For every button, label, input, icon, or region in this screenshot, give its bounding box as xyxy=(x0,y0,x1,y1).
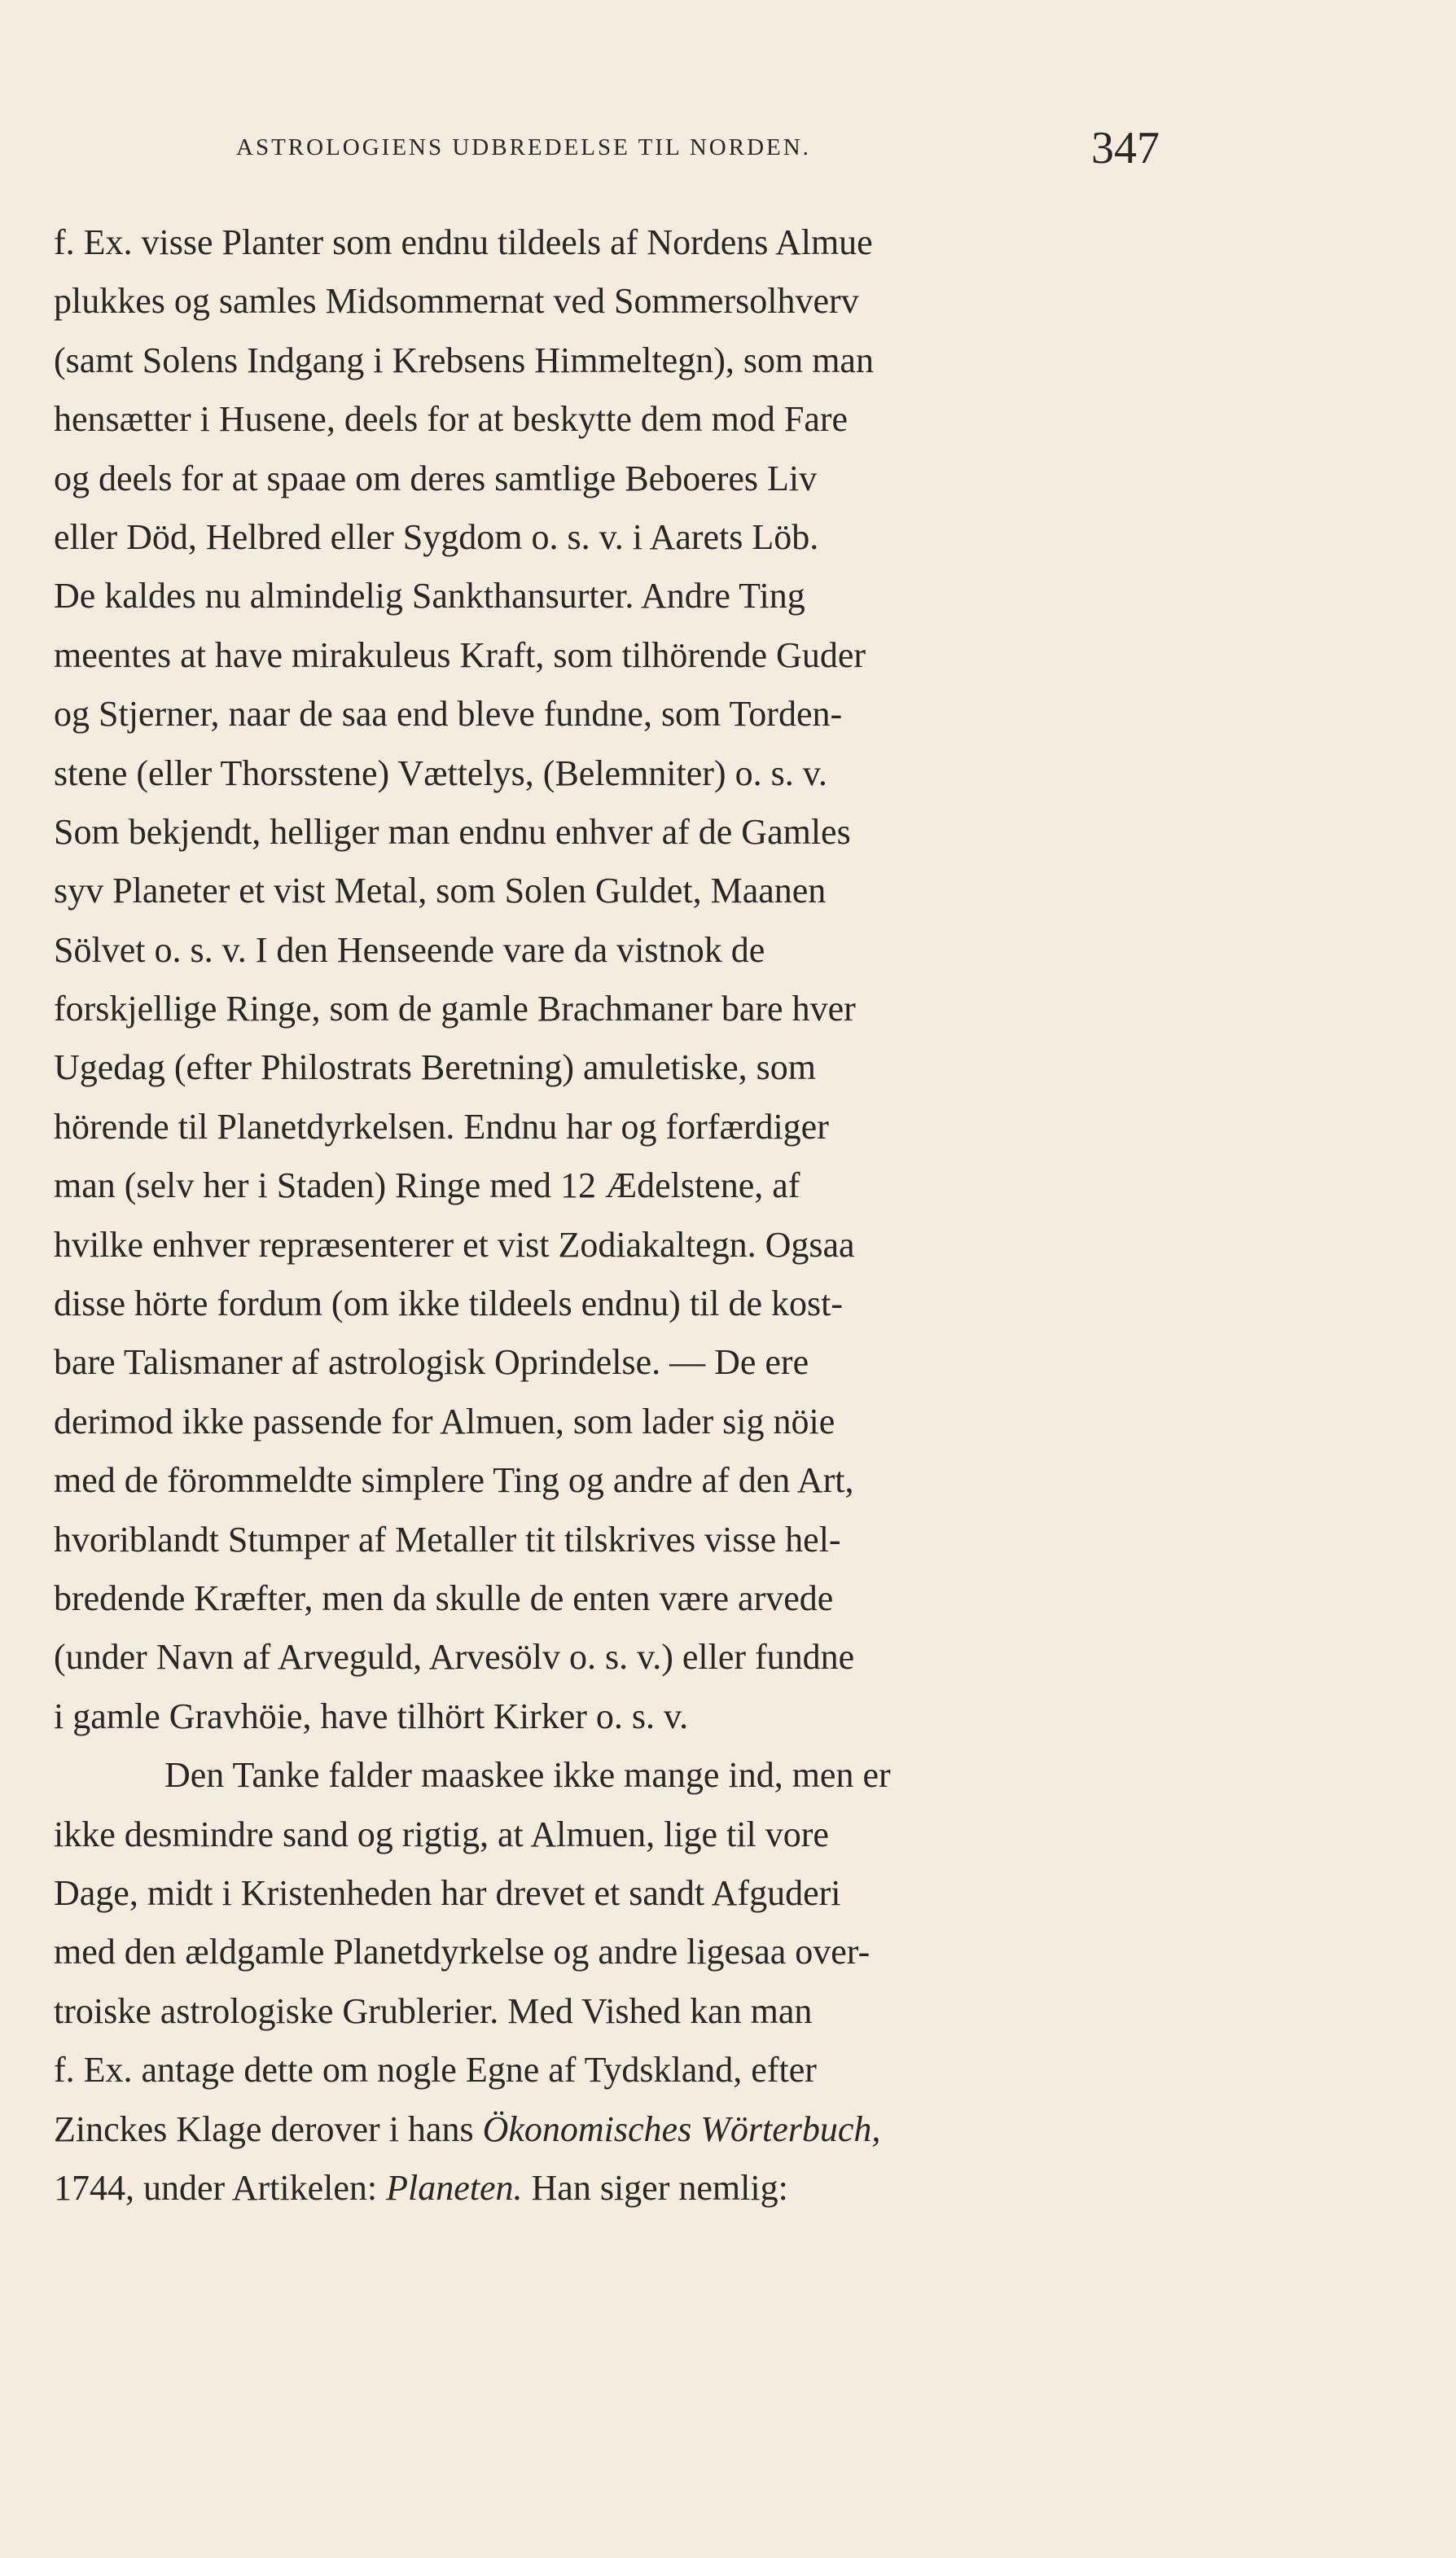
text-line: eller Död, Helbred eller Sygdom o. s. v. i Aarets Löb. xyxy=(54,516,819,557)
text-line: troiske astrologiske Grublerier. Med Vished kan man xyxy=(54,1990,813,2031)
text-line: bare Talismaner af astrologisk Oprindelse. — De ere xyxy=(54,1342,809,1383)
text-line: plukkes og samles Midsommernat ved Sommersolhverv xyxy=(54,281,859,322)
text-fragment: 1744, under Artikelen: xyxy=(54,2167,387,2208)
page-number: 347 xyxy=(1091,123,1160,173)
text-line: forskjellige Ringe, som de gamle Brachmaner bare hver xyxy=(54,989,856,1029)
text-line: ikke desmindre sand og rigtig, at Almuen, lige til vore xyxy=(54,1814,829,1854)
text-line: i gamle Gravhöie, have tilhört Kirker o. s. v. xyxy=(54,1696,689,1736)
text-line: Ugedag (efter Philostrats Beretning) amuletiske, som xyxy=(54,1047,816,1088)
text-line: med den ældgamle Planetdyrkelse og andre ligesaa over- xyxy=(54,1932,871,1972)
text-line-with-title xyxy=(54,2100,1194,2159)
text-line: derimod ikke passende for Almuen, som lader sig nöie xyxy=(54,1401,835,1441)
paragraph-start-line: Den Tanke falder maaskee ikke mange ind, men er xyxy=(164,1755,891,1796)
text-line: f. Ex. visse Planter som endnu tildeels af Nordens Almue xyxy=(54,222,873,262)
text-line: disse hörte fordum (om ikke tildeels endnu) til de kost- xyxy=(54,1283,844,1324)
text-line-with-article xyxy=(54,2159,1194,2218)
text-line: f. Ex. antage dette om nogle Egne af Tydskland, efter xyxy=(54,2050,817,2091)
text-line: syv Planeter et vist Metal, som Solen Guldet, Maanen xyxy=(54,871,827,911)
text-line: og deels for at spaae om deres samtlige Beboeres Liv xyxy=(54,458,818,498)
text-line: med de förommeldte simplere Ting og andre af den Art, xyxy=(54,1460,854,1501)
body-text xyxy=(54,213,1194,2218)
text-line: hörende til Planetdyrkelsen. Endnu har og forfærdiger xyxy=(54,1106,829,1147)
text-line: Som bekjendt, helliger man endnu enhver af de Gamles xyxy=(54,811,851,852)
text-line: og Stjerner, naar de saa end bleve fundne, som Torden- xyxy=(54,694,843,735)
text-line: hvilke enhver repræsenterer et vist Zodiakaltegn. Ogsaa xyxy=(54,1224,855,1265)
running-title: ASTROLOGIENS UDBREDELSE TIL NORDEN. xyxy=(236,134,811,160)
text-fragment: Han siger nemlig: xyxy=(522,2167,788,2208)
text-fragment: Zinckes Klage derover i hans xyxy=(54,2108,483,2149)
text-line: meentes at have mirakuleus Kraft, som tilhörende Guder xyxy=(54,634,866,675)
text-line: hensætter i Husene, deels for at beskytte dem mod Fare xyxy=(54,399,849,440)
text-line: Sölvet o. s. v. I den Henseende vare da vistnok de xyxy=(54,929,765,970)
article-name-italic: Planeten. xyxy=(386,2167,523,2208)
text-line: (samt Solens Indgang i Krebsens Himmeltegn), som man xyxy=(54,340,874,380)
text-line: De kaldes nu almindelig Sankthansurter. Andre Ting xyxy=(54,576,805,616)
text-line: Dage, midt i Kristenheden har drevet et sandt Afguderi xyxy=(54,1872,841,1913)
book-title-italic: Ökonomisches Wörterbuch, xyxy=(482,2108,881,2149)
text-line: stene (eller Thorsstene) Vættelys, (Belemniter) o. s. v. xyxy=(54,752,827,793)
text-line: hvoriblandt Stumper af Metaller tit tilskrives visse hel- xyxy=(54,1519,841,1560)
text-line: bredende Kræfter, men da skulle de enten være arvede xyxy=(54,1577,834,1618)
text-line: man (selv her i Staden) Ringe med 12 Ædelstene, af xyxy=(54,1165,800,1206)
text-line: (under Navn af Arveguld, Arvesölv o. s. v.) eller fundne xyxy=(54,1637,855,1678)
